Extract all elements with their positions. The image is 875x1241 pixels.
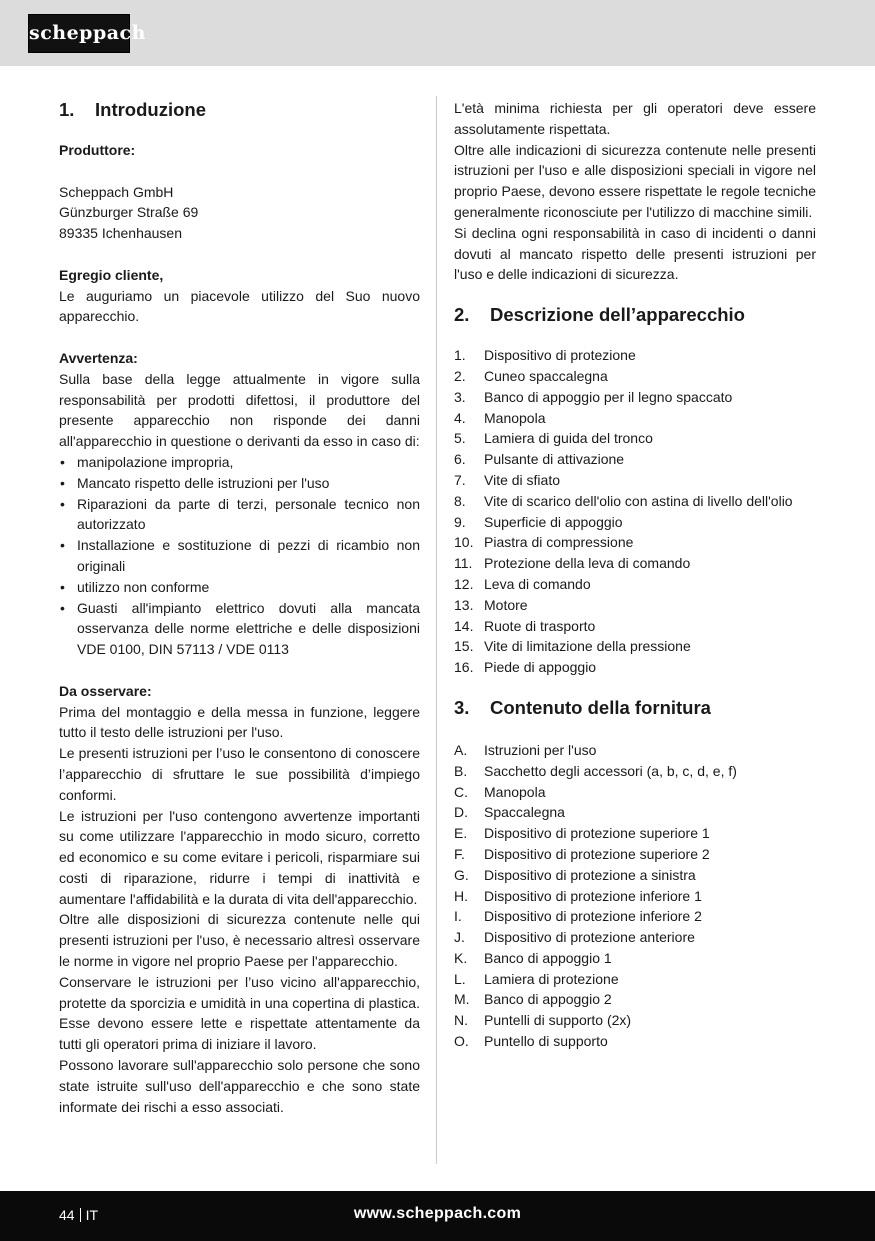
item-text: Ruote di trasporto [484,617,596,634]
item-text: Puntelli di supporto (2x) [484,1012,632,1029]
item-marker: F. [454,845,465,862]
list-item [454,574,816,595]
section-3-title: Contenuto della fornitura [490,696,711,718]
item-text: Protezione della leva di comando [484,555,691,572]
item-text: Dispositivo di protezione a sinistra [484,866,696,883]
item-text: Banco di appoggio 2 [484,991,612,1008]
page-footer [0,1191,875,1241]
item-text: Vite di sfiato [484,471,561,488]
address-line: 89335 Ichenhausen [59,225,182,242]
list-item [454,366,816,387]
list-item [454,449,816,470]
item-text: Dispositivo di protezione anteriore [484,929,695,946]
item-text: Dispositivo di protezione superiore 1 [484,825,710,842]
item-marker: I. [454,908,462,925]
list-item [454,1010,816,1031]
list-item [454,989,816,1010]
list-item [454,886,816,907]
item-text: Spaccalegna [484,804,565,821]
warning-label: Avvertenza: [59,349,138,366]
page-header [0,0,875,66]
item-text: Cuneo spaccalegna [484,367,608,384]
list-item [454,408,816,429]
item-marker: 8. [454,492,466,509]
warning-text: Sulla base della legge attualmente in vigore sulla responsabilità per prodotti difettosi, il produttore del presente apparecchio non risponde dei danni all'apparecchio in questione o derivanti da esso in caso di: [59,370,420,450]
website-url[interactable]: www.scheppach.com [353,1205,522,1222]
section-3-heading [454,696,816,720]
list-item [454,865,816,886]
item-text: Lamiera di protezione [484,970,619,987]
list-item [454,1031,816,1052]
section-2-heading [454,303,816,327]
item-text: Motore [484,596,528,613]
list-item [454,761,816,782]
item-marker: 1. [454,347,466,364]
section-1-heading [59,98,420,122]
list-item [454,387,816,408]
section-1-number: 1. [59,99,75,120]
address-line: Günzburger Straße 69 [59,204,199,221]
item-text: Dispositivo di protezione [484,347,636,364]
list-item [454,906,816,927]
item-marker: 2. [454,367,466,384]
list-item [454,532,816,553]
observe-paragraph: Conservare le istruzioni per l’uso vicino all'apparecchio, protette da sporcizia e umidità in una copertina di plastica. Esse devono essere lette e rispettate attentamente da tutti gli operatori prima di iniziare il lavoro. [59,973,420,1053]
intro-paragraph: Si declina ogni responsabilità in caso di incidenti o danni dovuti al mancato rispetto delle presenti istruzioni per l'uso e delle indicazioni di sicurezza. [454,224,816,283]
list-item: • Installazione e sostituzione di pezzi di ricambio non originali [59,535,420,577]
observe-label: Da osservare: [59,682,152,699]
item-text: Piastra di compressione [484,534,634,551]
list-item [454,636,816,657]
list-item [454,823,816,844]
left-column [59,98,420,1117]
item-marker: 10. [454,534,474,551]
list-item [454,491,816,512]
item-marker: O. [454,1033,469,1050]
item-text: Vite di limitazione della pressione [484,638,691,655]
item-marker: 3. [454,388,466,405]
parts-list [454,345,816,678]
list-item [454,345,816,366]
list-item [454,553,816,574]
list-item [454,428,816,449]
list-item [454,616,816,637]
item-text: Dispositivo di protezione inferiore 2 [484,908,702,925]
item-marker: G. [454,866,469,883]
item-marker: N. [454,1012,468,1029]
item-marker: 6. [454,451,466,468]
list-item [454,927,816,948]
item-marker: C. [454,783,468,800]
list-item [454,470,816,491]
list-item: • Guasti all'impianto elettrico dovuti alla mancata osservanza delle norme elettriche e delle disposizioni VDE 0100, DIN 57113 / VDE 0113 [59,598,420,660]
page-number: 44 [59,1207,75,1223]
language-code: IT [85,1207,99,1223]
item-text: Manopola [484,409,546,426]
list-item [454,969,816,990]
item-text: Leva di comando [484,575,591,592]
section-2-number: 2. [454,304,470,326]
item-marker: 15. [454,638,474,655]
item-marker: 11. [454,555,473,572]
item-text: Vite di scarico dell'olio con astina di livello dell'olio [484,492,793,509]
item-marker: M. [454,991,470,1008]
greeting-label: Egregio cliente, [59,266,164,283]
list-item [454,802,816,823]
section-1-title: Introduzione [95,99,206,120]
greeting-text: Le auguriamo un piacevole utilizzo del Suo nuovo apparecchio. [59,287,420,325]
item-marker: 5. [454,430,466,447]
item-text: Dispositivo di protezione superiore 2 [484,845,710,862]
item-text: Superficie di appoggio [484,513,623,530]
list-item [454,512,816,533]
list-item: • Riparazioni da parte di terzi, personale tecnico non autorizzato [59,494,420,536]
item-marker: 4. [454,409,466,426]
item-text: Istruzioni per l'uso [484,741,597,758]
intro-paragraph: Oltre alle indicazioni di sicurezza contenute nelle presenti istruzioni per l'uso e alle disposizioni speciali in vigore nel proprio Paese, devono essere rispettate le regole tecniche generalmente riconosciute per l'utilizzo di macchine simili. [454,141,816,220]
scheppach-logo: scheppach [28,14,130,53]
item-marker: H. [454,887,468,904]
item-marker: D. [454,804,468,821]
item-text: Dispositivo di protezione inferiore 1 [484,887,702,904]
item-marker: 9. [454,513,466,530]
section-3-number: 3. [454,696,470,718]
observe-paragraph: Oltre alle disposizioni di sicurezza contenute nelle qui presenti istruzioni per l'uso, è necessario altresì osservare le norme in vigore nel proprio Paese per l'apparecchio. [59,911,420,970]
item-marker: A. [454,741,468,758]
list-item [454,948,816,969]
list-item [454,657,816,678]
item-marker: 7. [454,471,466,488]
list-item [454,844,816,865]
list-item: • manipolazione impropria, [59,452,420,473]
item-text: Piede di appoggio [484,659,597,676]
item-marker: E. [454,825,468,842]
item-text: Sacchetto degli accessori (a, b, c, d, e, f) [484,762,737,779]
item-text: Manopola [484,783,546,800]
item-marker: 13. [454,596,474,613]
observe-paragraph: Le presenti istruzioni per l’uso le consentono di conoscere l’apparecchio di sfruttare le sue possibilità d’impiego conformi. [59,745,420,803]
item-marker: 16. [454,659,474,676]
contents-list [454,740,816,1052]
list-item [454,782,816,803]
warning-list [59,452,420,660]
item-marker: 12. [454,575,474,592]
list-item: • utilizzo non conforme [59,577,420,598]
observe-paragraph: Prima del montaggio e della messa in funzione, leggere tutto il testo delle istruzioni per l'uso. [59,703,420,741]
list-item [454,595,816,616]
observe-paragraph: Le istruzioni per l'uso contengono avvertenze importanti su come utilizzare l'apparecchio in modo sicuro, corretto ed economico e su come evitare i pericoli, risparmiare sui costi di riparazione, ridurre i tempi di inattività e aumentare l'affidabilità e la durata di vita dell'apparecchio. [59,807,420,907]
item-text: Puntello di supporto [484,1033,608,1050]
item-marker: L. [454,970,466,987]
item-text: Lamiera di guida del tronco [484,430,653,447]
address-line: Scheppach GmbH [59,183,174,200]
observe-paragraph: Possono lavorare sull'apparecchio solo persone che sono state istruite sull'uso dell'apparecchio e che sono state informate dei rischi a esso associati. [59,1057,420,1115]
item-marker: 14. [454,617,474,634]
item-text: Banco di appoggio per il legno spaccato [484,388,733,405]
right-column [454,98,816,1052]
list-item [454,740,816,761]
column-divider [436,96,437,1164]
item-marker: B. [454,762,468,779]
item-marker: K. [454,949,468,966]
item-text: Pulsante di attivazione [484,451,625,468]
section-2-title: Descrizione dell’apparecchio [490,304,745,326]
intro-paragraph: L'età minima richiesta per gli operatori deve essere assolutamente rispettata. [454,100,816,137]
item-marker: J. [454,929,465,946]
list-item: • Mancato rispetto delle istruzioni per l'uso [59,473,420,494]
item-text: Banco di appoggio 1 [484,949,612,966]
manufacturer-label: Produttore: [59,142,136,158]
